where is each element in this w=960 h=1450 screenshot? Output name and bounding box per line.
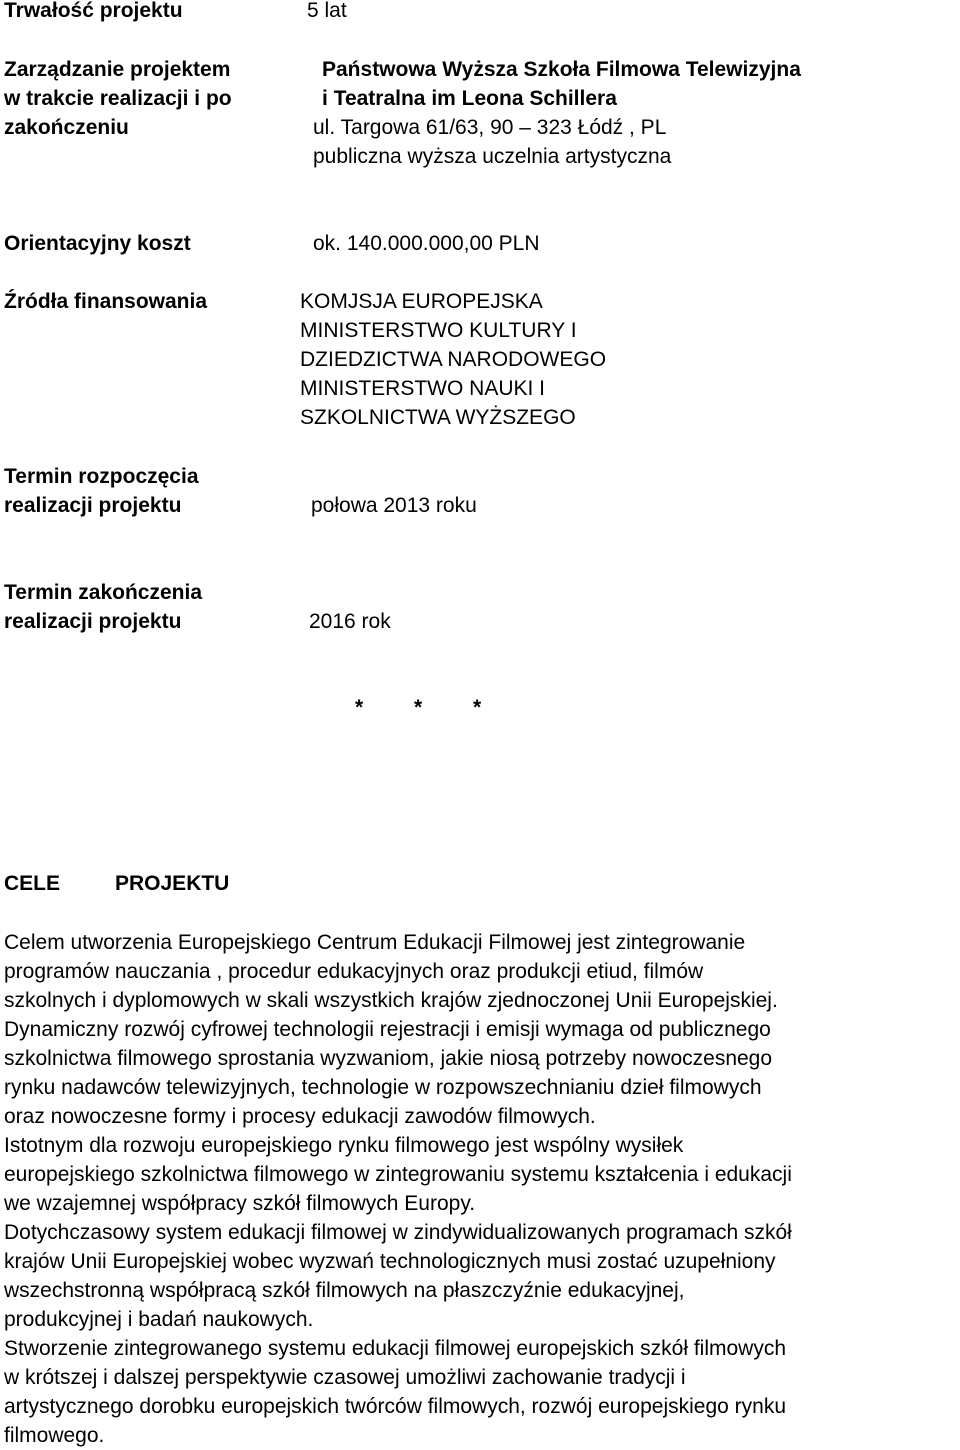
- body-line: oraz nowoczesne formy i procesy edukacji zawodów filmowych.: [4, 1105, 596, 1128]
- funding-source-line: KOMJSJA EUROPEJSKA: [300, 290, 543, 313]
- value-trwalosc: 5 lat: [307, 0, 347, 22]
- body-line: szkolnych i dyplomowych w skali wszystkich krajów zjednoczonej Unii Europejskiej.: [4, 989, 778, 1012]
- body-line: Dynamiczny rozwój cyfrowej technologii rejestracji i emisji wymaga od publicznego: [4, 1018, 771, 1041]
- label-line: Termin rozpoczęcia: [4, 465, 199, 488]
- label-zarzadzanie: [4, 55, 232, 142]
- label-line: realizacji projektu: [4, 610, 182, 633]
- label-line: realizacji projektu: [4, 494, 182, 517]
- body-line: Dotychczasowy system edukacji filmowej w zindywidualizowanych programach szkół: [4, 1221, 792, 1244]
- body-line: rynku nadawców telewizyjnych, technologie w rozpowszechnianiu dzieł filmowych: [4, 1076, 762, 1099]
- label-rozpoczecie: [4, 462, 199, 520]
- label-line: Termin zakończenia: [4, 581, 203, 604]
- body-line: krajów Unii Europejskiej wobec wyzwań technologicznych musi zostać uzupełniony: [4, 1250, 776, 1273]
- value-koszt: ok. 140.000.000,00 PLN: [313, 232, 540, 255]
- value-zakonczenie: 2016 rok: [309, 610, 391, 633]
- value-rozpoczecie: połowa 2013 roku: [311, 494, 477, 517]
- body-line: produkcyjnej i badań naukowych.: [4, 1308, 314, 1331]
- body-line: we wzajemnej współpracy szkół filmowych Europy.: [4, 1192, 476, 1215]
- label-line: w trakcie realizacji i po: [4, 87, 232, 110]
- institution-address: ul. Targowa 61/63, 90 – 323 Łódź , PL: [313, 116, 667, 139]
- body-line: Stworzenie zintegrowanego systemu edukacji filmowej europejskich szkół filmowych: [4, 1337, 787, 1360]
- funding-source-line: SZKOLNICTWA WYŻSZEGO: [300, 406, 576, 429]
- institution-name-line: i Teatralna im Leona Schillera: [322, 87, 617, 110]
- label-zakonczenie: [4, 578, 202, 636]
- body-line: europejskiego szkolnictwa filmowego w zintegrowaniu systemu kształcenia i edukacji: [4, 1163, 792, 1186]
- separator-star: *: [473, 696, 482, 719]
- label-line: Zarządzanie projektem: [4, 58, 231, 81]
- heading-word: CELE: [4, 872, 61, 895]
- separator-stars: [355, 693, 532, 722]
- body-line: programów nauczania , procedur edukacyjnych oraz produkcji etiud, filmów: [4, 960, 704, 983]
- value-zrodla: [300, 287, 606, 432]
- body-line: filmowego.: [4, 1424, 105, 1447]
- section-body: [4, 928, 956, 1450]
- heading-word: PROJEKTU: [115, 872, 230, 895]
- body-line: wszechstronną współpracą szkół filmowych na płaszczyźnie edukacyjnej,: [4, 1279, 685, 1302]
- body-line: szkolnictwa filmowego sprostania wyzwaniom, jakie niosą potrzeby nowoczesnego: [4, 1047, 773, 1070]
- institution-name-line: Państwowa Wyższa Szkoła Filmowa Telewizyjna: [322, 58, 801, 81]
- funding-source-line: DZIEDZICTWA NARODOWEGO: [300, 348, 607, 371]
- label-zrodla: Źródła finansowania: [4, 290, 208, 313]
- body-line: artystycznego dorobku europejskich twórców filmowych, rozwój europejskiego rynku: [4, 1395, 787, 1418]
- institution-type: publiczna wyższa uczelnia artystyczna: [313, 145, 672, 168]
- body-line: Celem utworzenia Europejskiego Centrum Edukacji Filmowej jest zintegrowanie: [4, 931, 746, 954]
- label-koszt: Orientacyjny koszt: [4, 232, 191, 255]
- funding-source-line: MINISTERSTWO NAUKI I: [300, 377, 546, 400]
- label-trwalosc: Trwałość projektu: [4, 0, 183, 22]
- separator-star: *: [355, 696, 364, 719]
- body-line: w krótszej i dalszej perspektywie czasowej umożliwi zachowanie tradycji i: [4, 1366, 686, 1389]
- funding-source-line: MINISTERSTWO KULTURY I: [300, 319, 577, 342]
- separator-star: *: [414, 696, 423, 719]
- section-heading: [4, 869, 229, 898]
- label-line: zakończeniu: [4, 116, 129, 139]
- body-line: Istotnym dla rozwoju europejskiego rynku filmowego jest wspólny wysiłek: [4, 1134, 684, 1157]
